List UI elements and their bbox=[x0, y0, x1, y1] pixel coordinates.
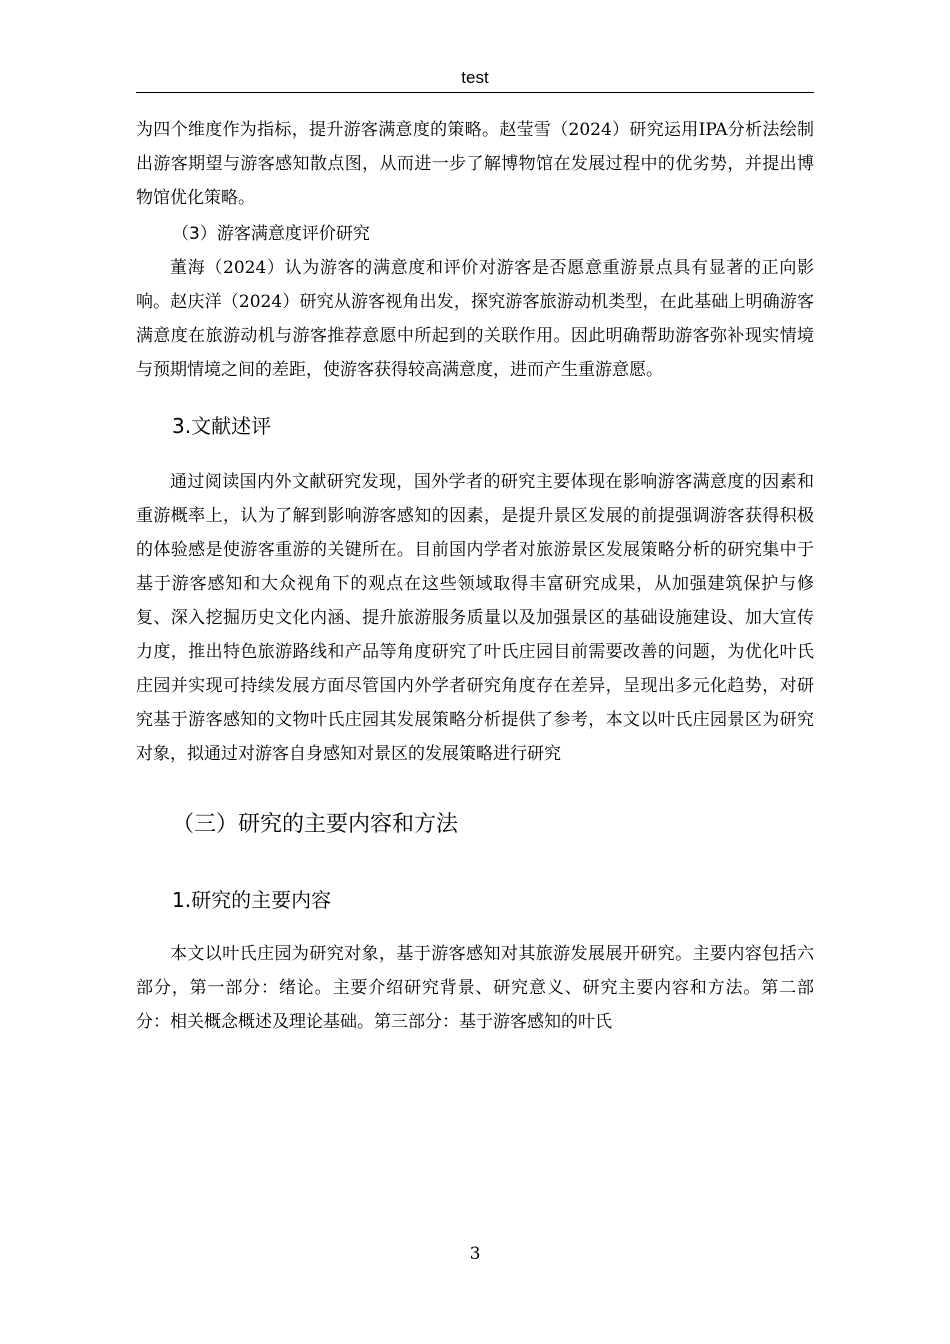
paragraph-continued: 为四个维度作为指标，提升游客满意度的策略。赵莹雪（2024）研究运用IPA分析法绘制出游客期望与游客感知散点图，从而进一步了解博物馆在发展过程中的优劣势，并提出博物馆优化策略。 bbox=[136, 120, 814, 208]
paragraph-main-content: 本文以叶氏庄园为研究对象，基于游客感知对其旅游发展展开研究。主要内容包括六部分，第一部分：绪论。主要介绍研究背景、研究意义、研究主要内容和方法。第二部分：相关概念概述及理论基础。第三部分：基于游客感知的叶氏 bbox=[136, 944, 814, 1032]
heading-main-content: 1.研究的主要内容 bbox=[172, 888, 332, 912]
running-header: test bbox=[136, 66, 814, 93]
heading-research-content-methods: （三）研究的主要内容和方法 bbox=[172, 812, 459, 837]
heading-literature-review: 3.文献述评 bbox=[172, 414, 272, 438]
page-body bbox=[136, 113, 814, 1039]
paragraph-literature-review: 通过阅读国内外文献研究发现，国外学者的研究主要体现在影响游客满意度的因素和重游概率上，认为了解到影响游客感知的因素，是提升景区发展的前提强调游客获得积极的体验感是使游客重游的关键所在。目前国内学者对旅游景区发展策略分析的研究集中于基于游客感知和大众视角下的观点在这些领域取得丰富研究成果，从加强建筑保护与修复、深入挖掘历史文化内涵、提升旅游服务质量以及加强景区的基础设施建设、加大宣传力度，推出特色旅游路线和产品等角度研究了叶氏庄园目前需要改善的问题，为优化叶氏庄园并实现可持续发展方面尽管国内外学者研究角度存在差异，呈现出多元化趋势，对研究基于游客感知的文物叶氏庄园其发展策略分析提供了参考，本文以叶氏庄园景区为研究对象，拟通过对游客自身感知对景区的发展策略进行研究 bbox=[136, 472, 814, 764]
paragraph-satisfaction: 董海（2024）认为游客的满意度和评价对游客是否愿意重游景点具有显著的正向影响。赵庆洋（2024）研究从游客视角出发，探究游客旅游动机类型，在此基础上明确游客满意度在旅游动机与游客推荐意愿中所起到的关联作用。因此明确帮助游客弥补现实情境与预期情境之间的差距，使游客获得较高满意度，进而产生重游意愿。 bbox=[136, 258, 814, 380]
page-number: 3 bbox=[469, 1244, 481, 1264]
subheading-satisfaction-evaluation: （3）游客满意度评价研究 bbox=[172, 224, 370, 244]
